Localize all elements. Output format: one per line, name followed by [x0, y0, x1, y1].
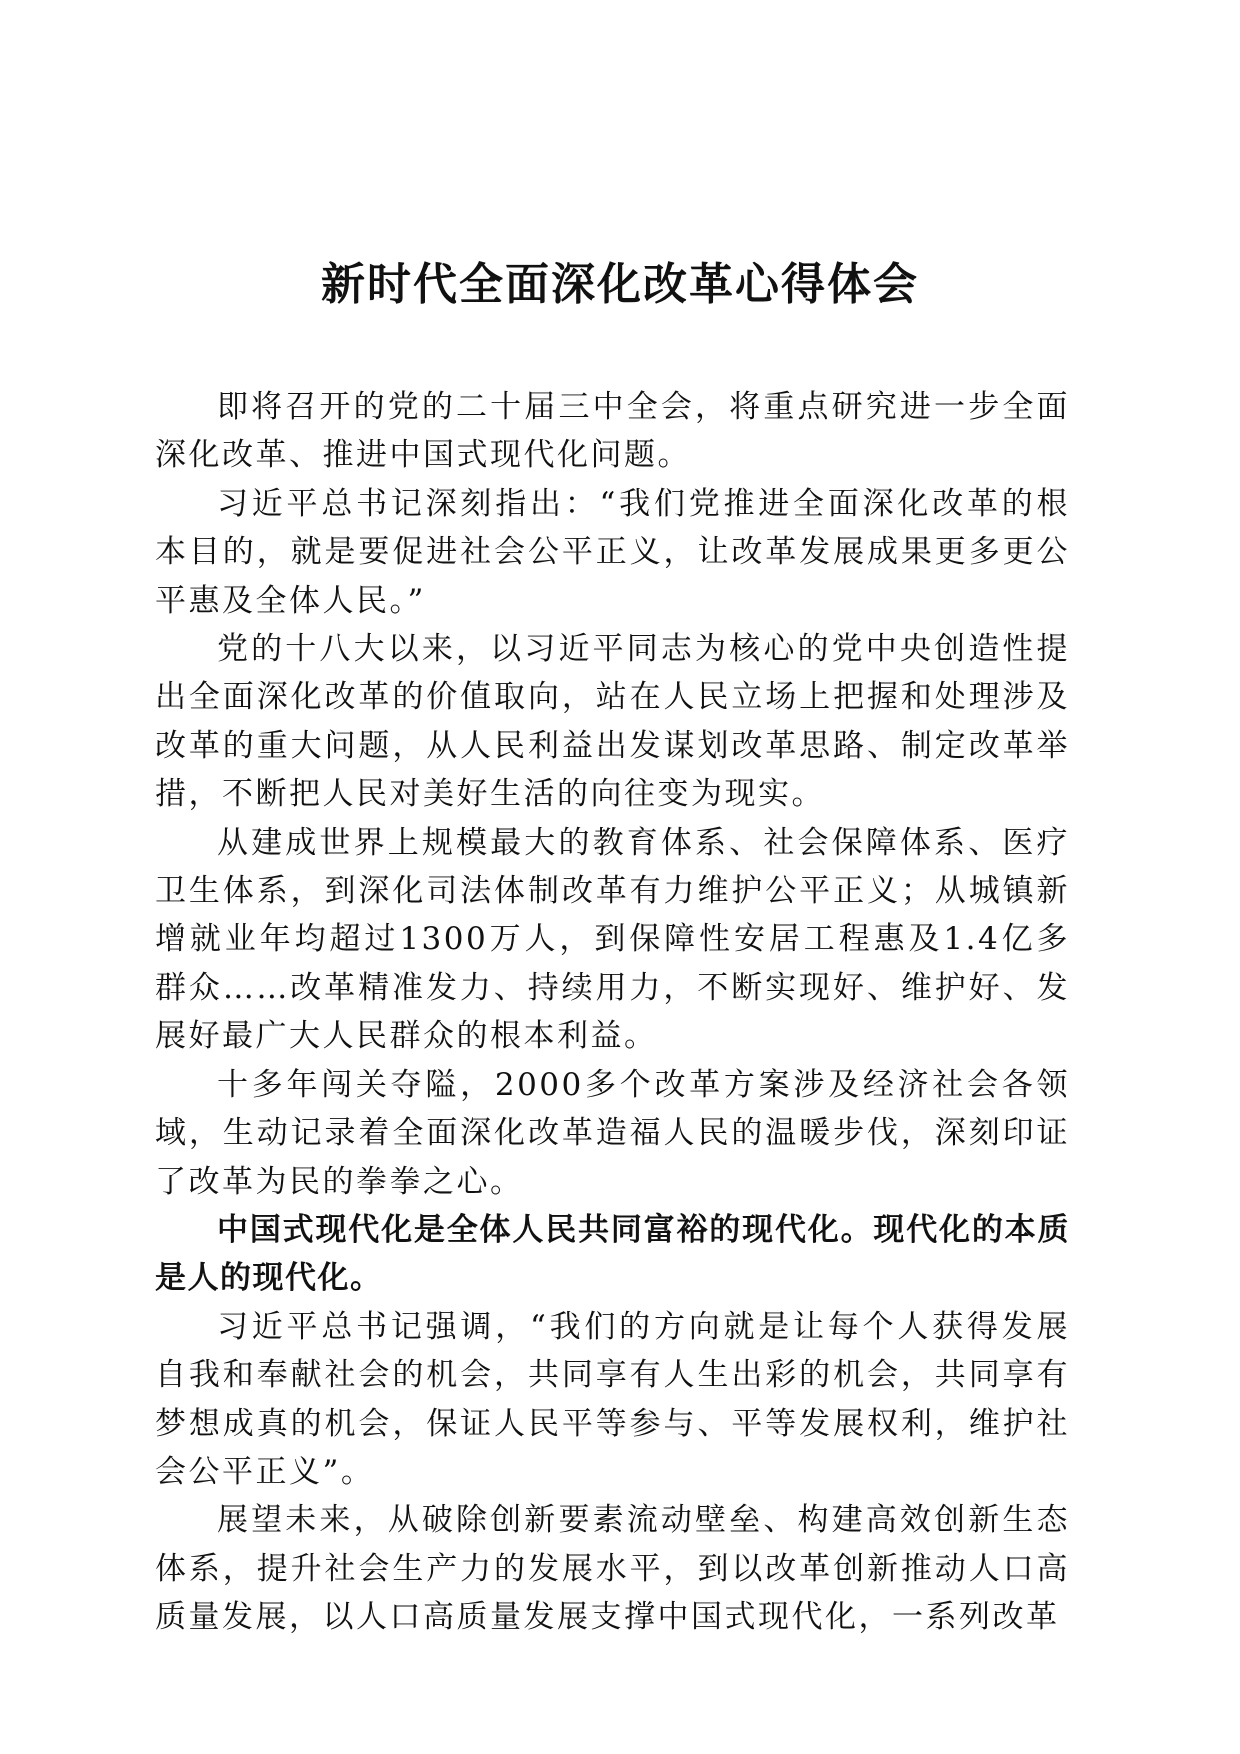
- paragraph-4: 从建成世界上规模最大的教育体系、社会保障体系、医疗卫生体系，到深化司法体制改革有力维护公平正义；从城镇新增就业年均超过1300万人，到保障性安居工程惠及1.4亿多群众……改革精准发力、持续用力，不断实现好、维护好、发展好最广大人民群众的根本利益。: [155, 824, 1070, 1055]
- document-title: 新时代全面深化改革心得体会: [321, 259, 919, 310]
- paragraph-1: 即将召开的党的二十届三中全会，将重点研究进一步全面深化改革、推进中国式现代化问题。: [155, 389, 1070, 474]
- paragraph-2: 习近平总书记深刻指出：“我们党推进全面深化改革的根本目的，就是要促进社会公平正义，让改革发展成果更多更公平惠及全体人民。”: [155, 485, 1070, 619]
- paragraph-8: 展望未来，从破除创新要素流动壁垒、构建高效创新生态体系，提升社会生产力的发展水平，到以改革创新推动人口高质量发展，以人口高质量发展支撑中国式现代化，一系列改革: [155, 1502, 1070, 1636]
- paragraph-6-bold-heading: 中国式现代化是全体人民共同富裕的现代化。现代化的本质是人的现代化。: [155, 1211, 1070, 1297]
- paragraph-7: 习近平总书记强调，“我们的方向就是让每个人获得发展自我和奉献社会的机会，共同享有人生出彩的机会，共同享有梦想成真的机会，保证人民平等参与、平等发展权利，维护社会公平正义”。: [155, 1308, 1070, 1490]
- document-body: [155, 383, 1070, 1642]
- paragraph-5: 十多年闯关夺隘，2000多个改革方案涉及经济社会各领域，生动记录着全面深化改革造福人民的温暖步伐，深刻印证了改革为民的拳拳之心。: [155, 1066, 1070, 1200]
- paragraph-3: 党的十八大以来，以习近平同志为核心的党中央创造性提出全面深化改革的价值取向，站在人民立场上把握和处理涉及改革的重大问题，从人民利益出发谋划改革思路、制定改革举措，不断把人民对美好生活的向往变为现实。: [155, 631, 1070, 813]
